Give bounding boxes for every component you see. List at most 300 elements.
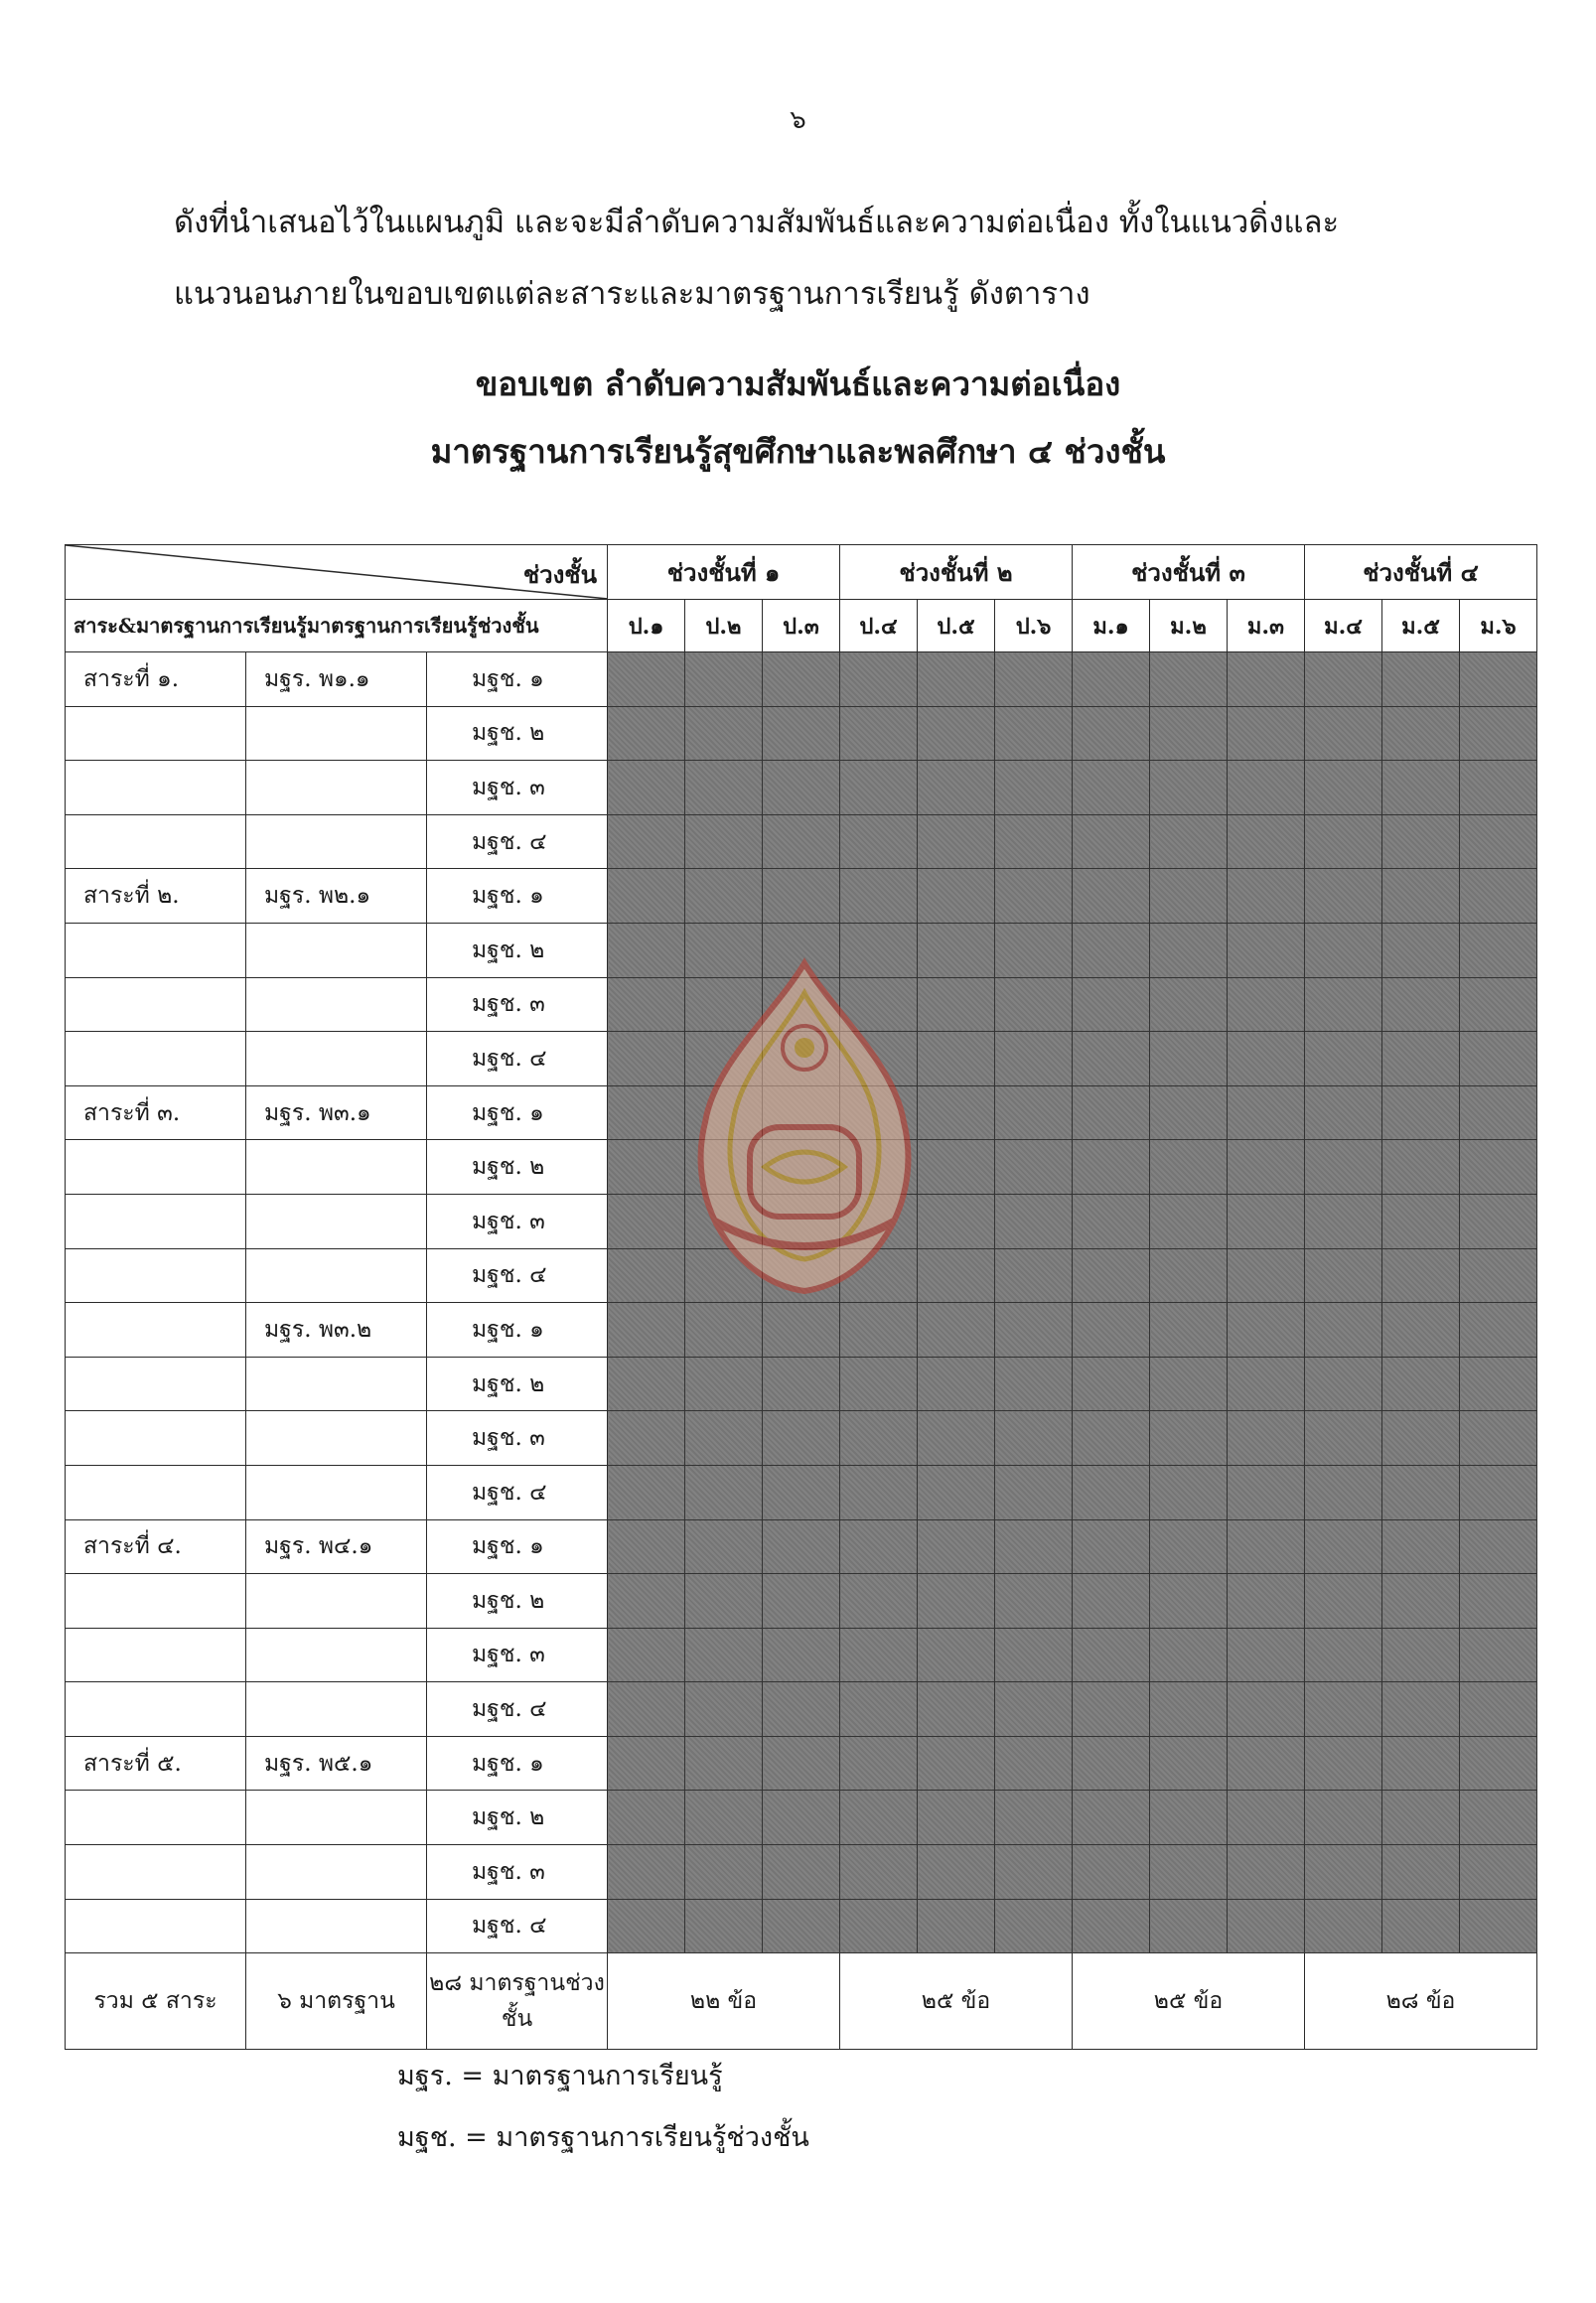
grade-header: ม.๓ [1228,600,1305,652]
shaded-grade-cell [1150,1899,1228,1953]
standard-cell: มฐร. พ๓.๑ [246,1085,427,1140]
indicator-cell: มฐช. ๒ [427,1791,608,1845]
strand-cell [66,1682,246,1737]
shaded-grade-cell [1150,1194,1228,1248]
strand-cell: สาระที่ ๓. [66,1085,246,1140]
shaded-grade-cell [1382,652,1460,707]
shaded-grade-cell [840,977,918,1032]
shaded-grade-cell [995,1845,1073,1900]
shaded-grade-cell [1382,1736,1460,1791]
shaded-grade-cell [608,1357,685,1411]
shaded-grade-cell [608,1682,685,1737]
shaded-grade-cell [1305,1248,1382,1303]
shaded-grade-cell [1150,1140,1228,1195]
shaded-grade-cell [1150,652,1228,707]
shaded-grade-cell [995,814,1073,869]
shaded-grade-cell [685,1682,763,1737]
shaded-grade-cell [840,652,918,707]
table-row [66,1303,1537,1358]
shaded-grade-cell [1150,923,1228,977]
shaded-grade-cell [1305,1519,1382,1574]
table-row [66,1032,1537,1086]
shaded-grade-cell [1150,1791,1228,1845]
shaded-grade-cell [1228,1736,1305,1791]
shaded-grade-cell [608,706,685,761]
shaded-grade-cell [840,1899,918,1953]
shaded-grade-cell [918,1357,995,1411]
shaded-grade-cell [918,1899,995,1953]
standard-cell [246,1791,427,1845]
shaded-grade-cell [1150,1736,1228,1791]
shaded-grade-cell [1150,1411,1228,1466]
shaded-grade-cell [1382,761,1460,815]
table-row [66,1736,1537,1791]
shaded-grade-cell [685,1736,763,1791]
shaded-grade-cell [763,1574,840,1629]
shaded-grade-cell [763,652,840,707]
shaded-grade-cell [918,1465,995,1519]
shaded-grade-cell [1228,706,1305,761]
summary-indicators: ๒๘ มาตรฐานช่วงชั้น [427,1953,608,2050]
shaded-grade-cell [995,1140,1073,1195]
table-row [66,1628,1537,1682]
shaded-grade-cell [1073,977,1150,1032]
shaded-grade-cell [1073,1411,1150,1466]
shaded-grade-cell [840,706,918,761]
shaded-grade-cell [1228,1574,1305,1629]
shaded-grade-cell [1150,869,1228,924]
shaded-grade-cell [1150,1845,1228,1900]
shaded-grade-cell [840,1032,918,1086]
standard-cell: มฐร. พ๓.๒ [246,1303,427,1358]
shaded-grade-cell [840,1845,918,1900]
range-total-3: ๒๕ ข้อ [1073,1953,1305,2050]
indicator-cell: มฐช. ๔ [427,814,608,869]
shaded-grade-cell [1228,1519,1305,1574]
note-line-2: มฐช. = มาตรฐานการเรียนรู้ช่วงชั้น [397,2122,809,2153]
title-line-1: ขอบเขต ลำดับความสัมพันธ์และความต่อเนื่อง [475,364,1121,403]
shaded-grade-cell [685,652,763,707]
shaded-grade-cell [1382,1574,1460,1629]
shaded-grade-cell [1382,1194,1460,1248]
shaded-grade-cell [1305,1899,1382,1953]
shaded-grade-cell [995,1411,1073,1466]
shaded-grade-cell [918,1085,995,1140]
shaded-grade-cell [995,706,1073,761]
shaded-grade-cell [1305,1085,1382,1140]
shaded-grade-cell [1460,1465,1537,1519]
shaded-grade-cell [763,1032,840,1086]
table-row [66,652,1537,707]
shaded-grade-cell [1228,1628,1305,1682]
indicator-cell: มฐช. ๓ [427,1194,608,1248]
shaded-grade-cell [763,1845,840,1900]
shaded-grade-cell [1073,1465,1150,1519]
indicator-cell: มฐช. ๓ [427,761,608,815]
shaded-grade-cell [1382,923,1460,977]
shaded-grade-cell [1305,1465,1382,1519]
strand-cell [66,1791,246,1845]
table-row [66,1899,1537,1953]
shaded-grade-cell [1150,1032,1228,1086]
shaded-grade-cell [1073,1519,1150,1574]
table-row [66,869,1537,924]
shaded-grade-cell [840,1736,918,1791]
shaded-grade-cell [608,1791,685,1845]
shaded-grade-cell [840,761,918,815]
shaded-grade-cell [1228,1248,1305,1303]
shaded-grade-cell [1460,1736,1537,1791]
shaded-grade-cell [1073,1357,1150,1411]
shaded-grade-cell [1305,923,1382,977]
shaded-grade-cell [1460,1411,1537,1466]
corner-cell [66,545,608,600]
shaded-grade-cell [763,1140,840,1195]
summary-strands: รวม ๕ สาระ [66,1953,246,2050]
standard-cell [246,1194,427,1248]
shaded-grade-cell [1073,1682,1150,1737]
shaded-grade-cell [1228,1085,1305,1140]
shaded-grade-cell [608,1140,685,1195]
shaded-grade-cell [840,1357,918,1411]
shaded-grade-cell [995,1085,1073,1140]
indicator-cell: มฐช. ๓ [427,977,608,1032]
note-line-1: มฐร. = มาตรฐานการเรียนรู้ [397,2061,723,2091]
shaded-grade-cell [1150,1628,1228,1682]
corner-label: ช่วงชั้น [522,560,597,589]
shaded-grade-cell [1150,706,1228,761]
strand-cell: สาระที่ ๔. [66,1519,246,1574]
indicator-cell: มฐช. ๔ [427,1899,608,1953]
shaded-grade-cell [685,923,763,977]
range-total-1: ๒๒ ข้อ [608,1953,840,2050]
shaded-grade-cell [1073,869,1150,924]
shaded-grade-cell [995,1465,1073,1519]
standard-cell [246,1628,427,1682]
shaded-grade-cell [685,1032,763,1086]
shaded-grade-cell [1228,1411,1305,1466]
strand-cell: สาระที่ ๒. [66,869,246,924]
shaded-grade-cell [918,1574,995,1629]
shaded-grade-cell [995,1032,1073,1086]
shaded-grade-cell [763,1628,840,1682]
shaded-grade-cell [1150,1085,1228,1140]
table-row [66,814,1537,869]
table-row [66,1791,1537,1845]
shaded-grade-cell [995,1791,1073,1845]
table-row [66,1085,1537,1140]
shaded-grade-cell [1150,1682,1228,1737]
shaded-grade-cell [1305,1736,1382,1791]
shaded-grade-cell [918,1303,995,1358]
shaded-grade-cell [840,1248,918,1303]
strand-cell [66,1194,246,1248]
grade-header: ป.๒ [685,600,763,652]
shaded-grade-cell [840,1085,918,1140]
shaded-grade-cell [685,1303,763,1358]
shaded-grade-cell [995,1357,1073,1411]
scope-table [65,544,1537,2050]
strand-cell [66,706,246,761]
strand-cell [66,1032,246,1086]
shaded-grade-cell [995,761,1073,815]
indicator-cell: มฐช. ๔ [427,1682,608,1737]
standard-cell: มฐร. พ๒.๑ [246,869,427,924]
shaded-grade-cell [608,814,685,869]
shaded-grade-cell [1382,814,1460,869]
standard-cell [246,1845,427,1900]
strand-cell: สาระที่ ๑. [66,652,246,707]
shaded-grade-cell [1150,977,1228,1032]
table-row [66,1682,1537,1737]
standard-cell [246,923,427,977]
shaded-grade-cell [685,1194,763,1248]
shaded-grade-cell [1150,1574,1228,1629]
range-total-2: ๒๕ ข้อ [840,1953,1073,2050]
shaded-grade-cell [1228,1032,1305,1086]
shaded-grade-cell [1228,1682,1305,1737]
shaded-grade-cell [1382,1140,1460,1195]
shaded-grade-cell [840,814,918,869]
shaded-grade-cell [995,923,1073,977]
shaded-grade-cell [1073,1736,1150,1791]
shaded-grade-cell [840,1303,918,1358]
shaded-grade-cell [840,1465,918,1519]
shaded-grade-cell [995,1248,1073,1303]
shaded-grade-cell [840,869,918,924]
shaded-grade-cell [918,1032,995,1086]
shaded-grade-cell [1305,1303,1382,1358]
shaded-grade-cell [1305,1682,1382,1737]
grade-header: ป.๔ [840,600,918,652]
strand-cell [66,1303,246,1358]
shaded-grade-cell [918,923,995,977]
shaded-grade-cell [1460,1140,1537,1195]
shaded-grade-cell [1150,1303,1228,1358]
strand-cell [66,977,246,1032]
shaded-grade-cell [608,923,685,977]
standard-cell: มฐร. พ๔.๑ [246,1519,427,1574]
intro-line-2: แนวนอนภายในขอบเขตแต่ละสาระและมาตรฐานการเรียนรู้ ดังตาราง [174,276,1090,312]
shaded-grade-cell [1073,923,1150,977]
standard-cell: มฐร. พ๑.๑ [246,652,427,707]
indicator-cell: มฐช. ๔ [427,1032,608,1086]
shaded-grade-cell [763,1194,840,1248]
shaded-grade-cell [1228,1845,1305,1900]
shaded-grade-cell [1073,1085,1150,1140]
shaded-grade-cell [840,1411,918,1466]
standard-cell [246,706,427,761]
shaded-grade-cell [1150,761,1228,815]
shaded-grade-cell [608,1574,685,1629]
shaded-grade-cell [1460,1682,1537,1737]
shaded-grade-cell [1460,1845,1537,1900]
shaded-grade-cell [918,652,995,707]
shaded-grade-cell [685,1628,763,1682]
table-row [66,1140,1537,1195]
shaded-grade-cell [763,1682,840,1737]
shaded-grade-cell [1460,1628,1537,1682]
range-total-4: ๒๘ ข้อ [1305,1953,1537,2050]
indicator-cell: มฐช. ๒ [427,923,608,977]
shaded-grade-cell [1305,652,1382,707]
grade-header: ป.๑ [608,600,685,652]
shaded-grade-cell [1382,1899,1460,1953]
shaded-grade-cell [1305,977,1382,1032]
shaded-grade-cell [1073,652,1150,707]
shaded-grade-cell [1460,706,1537,761]
standard-cell [246,977,427,1032]
standard-cell [246,1248,427,1303]
shaded-grade-cell [1460,814,1537,869]
shaded-grade-cell [840,1140,918,1195]
table-row [66,1411,1537,1466]
shaded-grade-cell [995,1574,1073,1629]
shaded-grade-cell [763,1519,840,1574]
standard-cell [246,1032,427,1086]
shaded-grade-cell [1228,977,1305,1032]
shaded-grade-cell [1382,977,1460,1032]
shaded-grade-cell [1228,869,1305,924]
indicator-cell: มฐช. ๒ [427,706,608,761]
table-row [66,706,1537,761]
shaded-grade-cell [608,1628,685,1682]
indicator-cell: มฐช. ๑ [427,652,608,707]
shaded-grade-cell [685,814,763,869]
indicator-cell: มฐช. ๒ [427,1140,608,1195]
table-row [66,1194,1537,1248]
shaded-grade-cell [763,1736,840,1791]
grade-header: ม.๒ [1150,600,1228,652]
shaded-grade-cell [685,1519,763,1574]
shaded-grade-cell [1382,1085,1460,1140]
range-header-1: ช่วงชั้นที่ ๑ [608,545,840,600]
strand-cell [66,1411,246,1466]
shaded-grade-cell [1150,814,1228,869]
shaded-grade-cell [840,1628,918,1682]
grade-header: ป.๕ [918,600,995,652]
shaded-grade-cell [1073,706,1150,761]
indicator-cell: มฐช. ๑ [427,869,608,924]
shaded-grade-cell [608,1085,685,1140]
shaded-grade-cell [608,1248,685,1303]
shaded-grade-cell [995,1194,1073,1248]
shaded-grade-cell [1460,1303,1537,1358]
shaded-grade-cell [763,1303,840,1358]
standard-cell [246,1357,427,1411]
shaded-grade-cell [1460,1248,1537,1303]
summary-standards: ๖ มาตรฐาน [246,1953,427,2050]
shaded-grade-cell [918,1628,995,1682]
standard-cell [246,761,427,815]
shaded-grade-cell [763,706,840,761]
grade-header: ป.๓ [763,600,840,652]
shaded-grade-cell [608,1736,685,1791]
grade-header: ม.๑ [1073,600,1150,652]
shaded-grade-cell [1073,1791,1150,1845]
shaded-grade-cell [995,977,1073,1032]
shaded-grade-cell [608,869,685,924]
strand-standard-header: สาระ&มาตรฐานการเรียนรู้มาตรฐานการเรียนรู้ช่วงชั้น [66,600,608,652]
shaded-grade-cell [918,1736,995,1791]
shaded-grade-cell [1460,869,1537,924]
shaded-grade-cell [685,1248,763,1303]
shaded-grade-cell [685,761,763,815]
shaded-grade-cell [1382,1519,1460,1574]
strand-cell [66,1574,246,1629]
shaded-grade-cell [1382,1248,1460,1303]
page-number: ๖ [790,105,806,135]
shaded-grade-cell [608,977,685,1032]
shaded-grade-cell [1460,1899,1537,1953]
shaded-grade-cell [1382,1682,1460,1737]
table-row [66,761,1537,815]
shaded-grade-cell [1073,1140,1150,1195]
shaded-grade-cell [1382,1032,1460,1086]
shaded-grade-cell [918,1845,995,1900]
shaded-grade-cell [763,1899,840,1953]
shaded-grade-cell [1228,652,1305,707]
shaded-grade-cell [608,652,685,707]
standard-cell [246,1899,427,1953]
grade-header: ม.๖ [1460,600,1537,652]
strand-cell [66,923,246,977]
shaded-grade-cell [1305,1194,1382,1248]
shaded-grade-cell [1228,761,1305,815]
shaded-grade-cell [1382,1303,1460,1358]
shaded-grade-cell [1150,1519,1228,1574]
indicator-cell: มฐช. ๓ [427,1411,608,1466]
title-line-2: มาตรฐานการเรียนรู้สุขศึกษาและพลศึกษา ๔ ช่วงชั้น [430,432,1166,471]
strand-cell: สาระที่ ๕. [66,1736,246,1791]
shaded-grade-cell [1305,761,1382,815]
shaded-grade-cell [685,1357,763,1411]
shaded-grade-cell [1150,1248,1228,1303]
grade-header: ม.๔ [1305,600,1382,652]
shaded-grade-cell [685,1465,763,1519]
shaded-grade-cell [763,923,840,977]
shaded-grade-cell [918,1411,995,1466]
shaded-grade-cell [608,1845,685,1900]
shaded-grade-cell [1073,1628,1150,1682]
shaded-grade-cell [1382,869,1460,924]
shaded-grade-cell [1305,1357,1382,1411]
shaded-grade-cell [1382,1628,1460,1682]
shaded-grade-cell [608,1303,685,1358]
shaded-grade-cell [685,1085,763,1140]
shaded-grade-cell [1305,869,1382,924]
shaded-grade-cell [763,977,840,1032]
shaded-grade-cell [1382,706,1460,761]
shaded-grade-cell [1073,1574,1150,1629]
shaded-grade-cell [1305,706,1382,761]
shaded-grade-cell [918,814,995,869]
shaded-grade-cell [995,1628,1073,1682]
shaded-grade-cell [685,1845,763,1900]
table-row [66,1248,1537,1303]
shaded-grade-cell [685,869,763,924]
grade-header: ป.๖ [995,600,1073,652]
standard-cell [246,1574,427,1629]
shaded-grade-cell [840,1682,918,1737]
grade-header: ม.๕ [1382,600,1460,652]
table-row [66,1845,1537,1900]
shaded-grade-cell [1150,1465,1228,1519]
shaded-grade-cell [685,706,763,761]
strand-cell [66,1845,246,1900]
shaded-grade-cell [1073,1899,1150,1953]
shaded-grade-cell [995,1682,1073,1737]
